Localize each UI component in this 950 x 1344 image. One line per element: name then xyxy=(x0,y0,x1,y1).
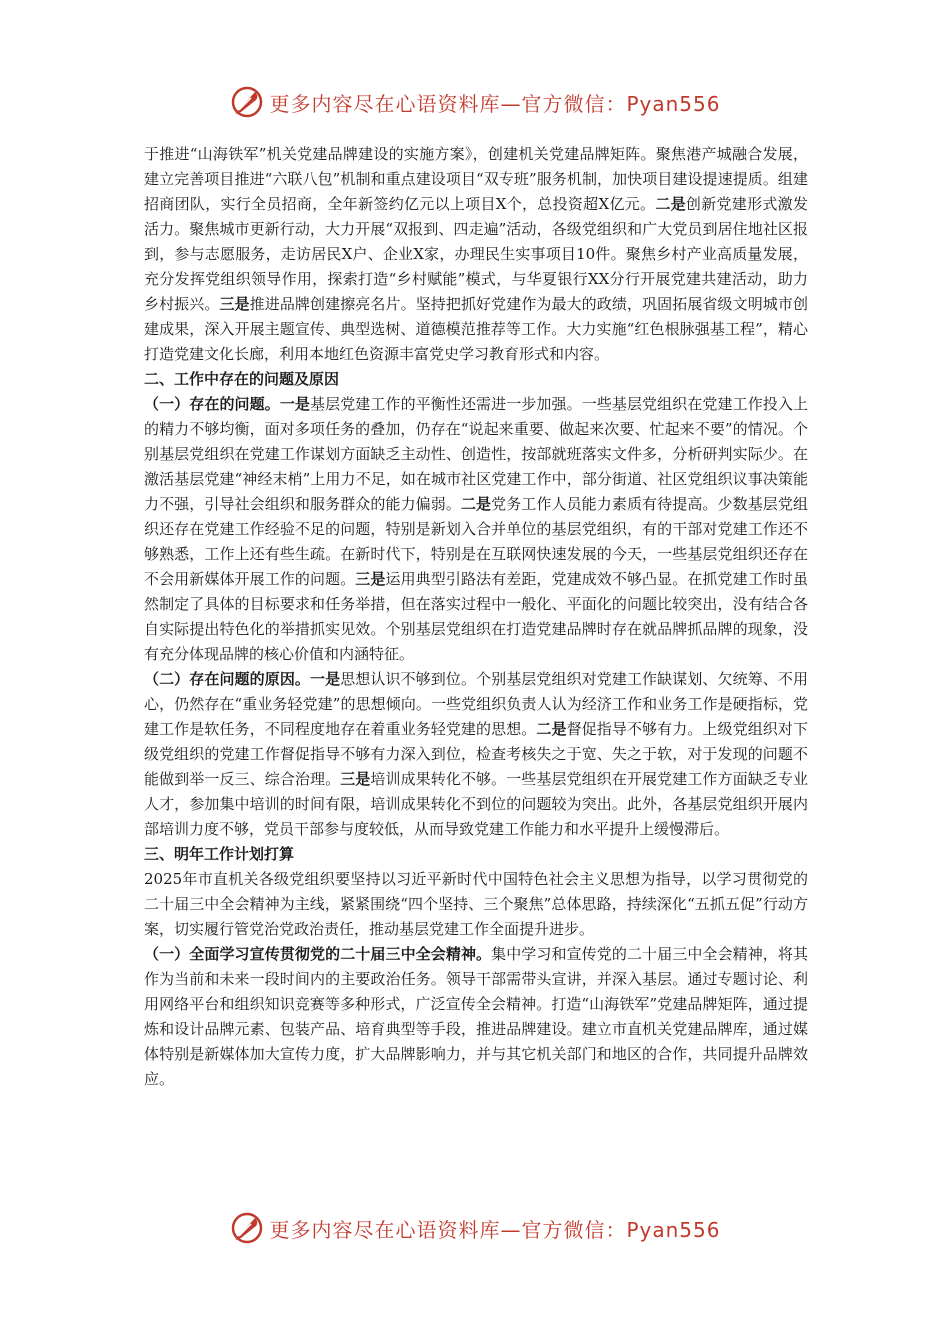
text-run: 督促指导不够有力。上级党组织对下级党组织的党建工作督促指导不够有力深入到位，检查考核失之于宽、失之于软，对于发现的问题不能做到举一反三、综合治理。 xyxy=(144,720,808,788)
watermark-footer xyxy=(0,1208,950,1248)
bold-run: （二）存在问题的原因。 xyxy=(144,670,311,688)
paragraph-problems xyxy=(144,392,808,667)
text-run: 推进品牌创建擦亮名片。坚持把抓好党建作为最大的政绩，巩固拓展省级文明城市创建成果，深入开展主题宣传、典型选树、道德模范推荐等工作。大力实施“红色根脉强基工程”，精心打造党建文化长廊，利用本地红色资源丰富党史学习教育形式和内容。 xyxy=(144,295,808,363)
text-run: 思想认识不够到位。个别基层党组织对党建工作缺谋划、欠统筹、不用心，仍然存在“重业务轻党建”的思想倾向。一些党组织负责人认为经济工作和业务工作是硬指标，党建工作是软任务，不同程度地存在着重业务轻党建的思想。 xyxy=(144,670,808,738)
text-run: 党务工作人员能力素质有待提高。少数基层党组织还存在党建工作经验不足的问题，特别是新划入合并单位的基层党组织，有的干部对党建工作还不够熟悉，工作上还有些生疏。在新时代下，特别是在互联网快速发展的今天，一些基层党组织还存在不会用新媒体开展工作的问题。 xyxy=(144,495,808,588)
watermark-text: 更多内容尽在心语资料库—官方微信：Pyan556 xyxy=(269,1217,721,1242)
quill-logo-icon xyxy=(229,84,265,120)
text-run: 集中学习和宣传党的二十届三中全会精神，将其作为当前和未来一段时间内的主要政治任务。领导干部需带头宣讲，并深入基层。通过专题讨论、利用网络平台和组织知识竞赛等多种形式，广泛宣传全会精神。打造“山海铁军”党建品牌矩阵，通过提炼和设计品牌元素、包装产品、培育典型等手段，推进品牌建设。建立市直机关党建品牌库，通过媒体特别是新媒体加大宣传力度，扩大品牌影响力，并与其它机关部门和地区的合作，共同提升品牌效应。 xyxy=(144,945,808,1088)
text-run: 培训成果转化不够。一些基层党组织在开展党建工作方面缺乏专业人才，参加集中培训的时间有限，培训成果转化不到位的问题较为突出。此外，各基层党组织开展内部培训力度不够，党员干部参与度较低，从而导致党建工作能力和水平提升上缓慢滞后。 xyxy=(144,770,808,838)
bold-run: 三是 xyxy=(355,570,386,588)
paragraph-causes xyxy=(144,667,808,842)
heading-problems: 二、工作中存在的问题及原因 xyxy=(144,370,340,388)
heading-plan: 三、明年工作计划打算 xyxy=(144,845,295,863)
bold-run: 二是 xyxy=(655,195,686,213)
bold-run: 二是 xyxy=(460,495,492,513)
bold-run: 三是 xyxy=(340,770,371,788)
bold-run: 三是 xyxy=(219,295,250,313)
text-run: 于推进“山海铁军”机关党建品牌建设的实施方案》，创建机关党建品牌矩阵。聚焦港产城融合发展，建立完善项目推进“六联八包”机制和重点建设项目“双专班”服务机制，加快项目建设提速提质。组建招商团队，实行全员招商，全年新签约亿元以上项目X个，总投资超X亿元。 xyxy=(144,145,808,213)
paragraph-1 xyxy=(144,142,808,367)
text-run: 基层党建工作的平衡性还需进一步加强。一些基层党组织在党建工作投入上的精力不够均衡，面对多项任务的叠加，仍存在“说起来重要、做起来次要、忙起来不要”的情况。个别基层党组织在党建工作谋划方面缺乏主动性、创造性，按部就班落实文件多，分析研判实际少。在激活基层党建“神经末梢”上用力不足，如在城市社区党建工作中，部分街道、社区党组织议事决策能力不强，引导社会组织和服务群众的能力偏弱。 xyxy=(144,395,808,513)
bold-run: （一）全面学习宣传贯彻党的二十届三中全会精神。 xyxy=(144,945,492,963)
paragraph-plan-1 xyxy=(144,942,808,1092)
bold-run: 一是 xyxy=(310,670,341,688)
bold-run: 二是 xyxy=(536,720,567,738)
paragraph-plan-intro: 2025年市直机关各级党组织要坚持以习近平新时代中国特色社会主义思想为指导，以学习贯彻党的二十届三中全会精神为主线，紧紧围绕“四个坚持、三个聚焦”总体思路，持续深化“五抓五促”行动方案，切实履行管党治党政治责任，推动基层党建工作全面提升进步。 xyxy=(144,870,808,938)
document-body xyxy=(144,142,808,1092)
text-run: 创新党建形式激发活力。聚焦城市更新行动，大力开展“双报到、四走遍”活动，各级党组织和广大党员到居住地社区报到，参与志愿服务，走访居民X户、企业X家，办理民生实事项目10件。聚焦乡村产业高质量发展，充分发挥党组织领导作用，探索打造“乡村赋能”模式，与华夏银行XX分行开展党建共建活动，助力乡村振兴。 xyxy=(144,195,808,313)
quill-logo-icon xyxy=(229,1210,265,1246)
watermark-header xyxy=(0,82,950,122)
bold-run: 一是 xyxy=(279,395,311,413)
watermark-text: 更多内容尽在心语资料库—官方微信：Pyan556 xyxy=(269,91,721,116)
text-run: 运用典型引路法有差距，党建成效不够凸显。在抓党建工作时虽然制定了具体的目标要求和任务举措，但在落实过程中一般化、平面化的问题比较突出，没有结合各自实际提出特色化的举措抓实见效。个别基层党组织在打造党建品牌时存在就品牌抓品牌的现象，没有充分体现品牌的核心价值和内涵特征。 xyxy=(144,570,808,663)
bold-run: （一）存在的问题。 xyxy=(144,395,280,413)
